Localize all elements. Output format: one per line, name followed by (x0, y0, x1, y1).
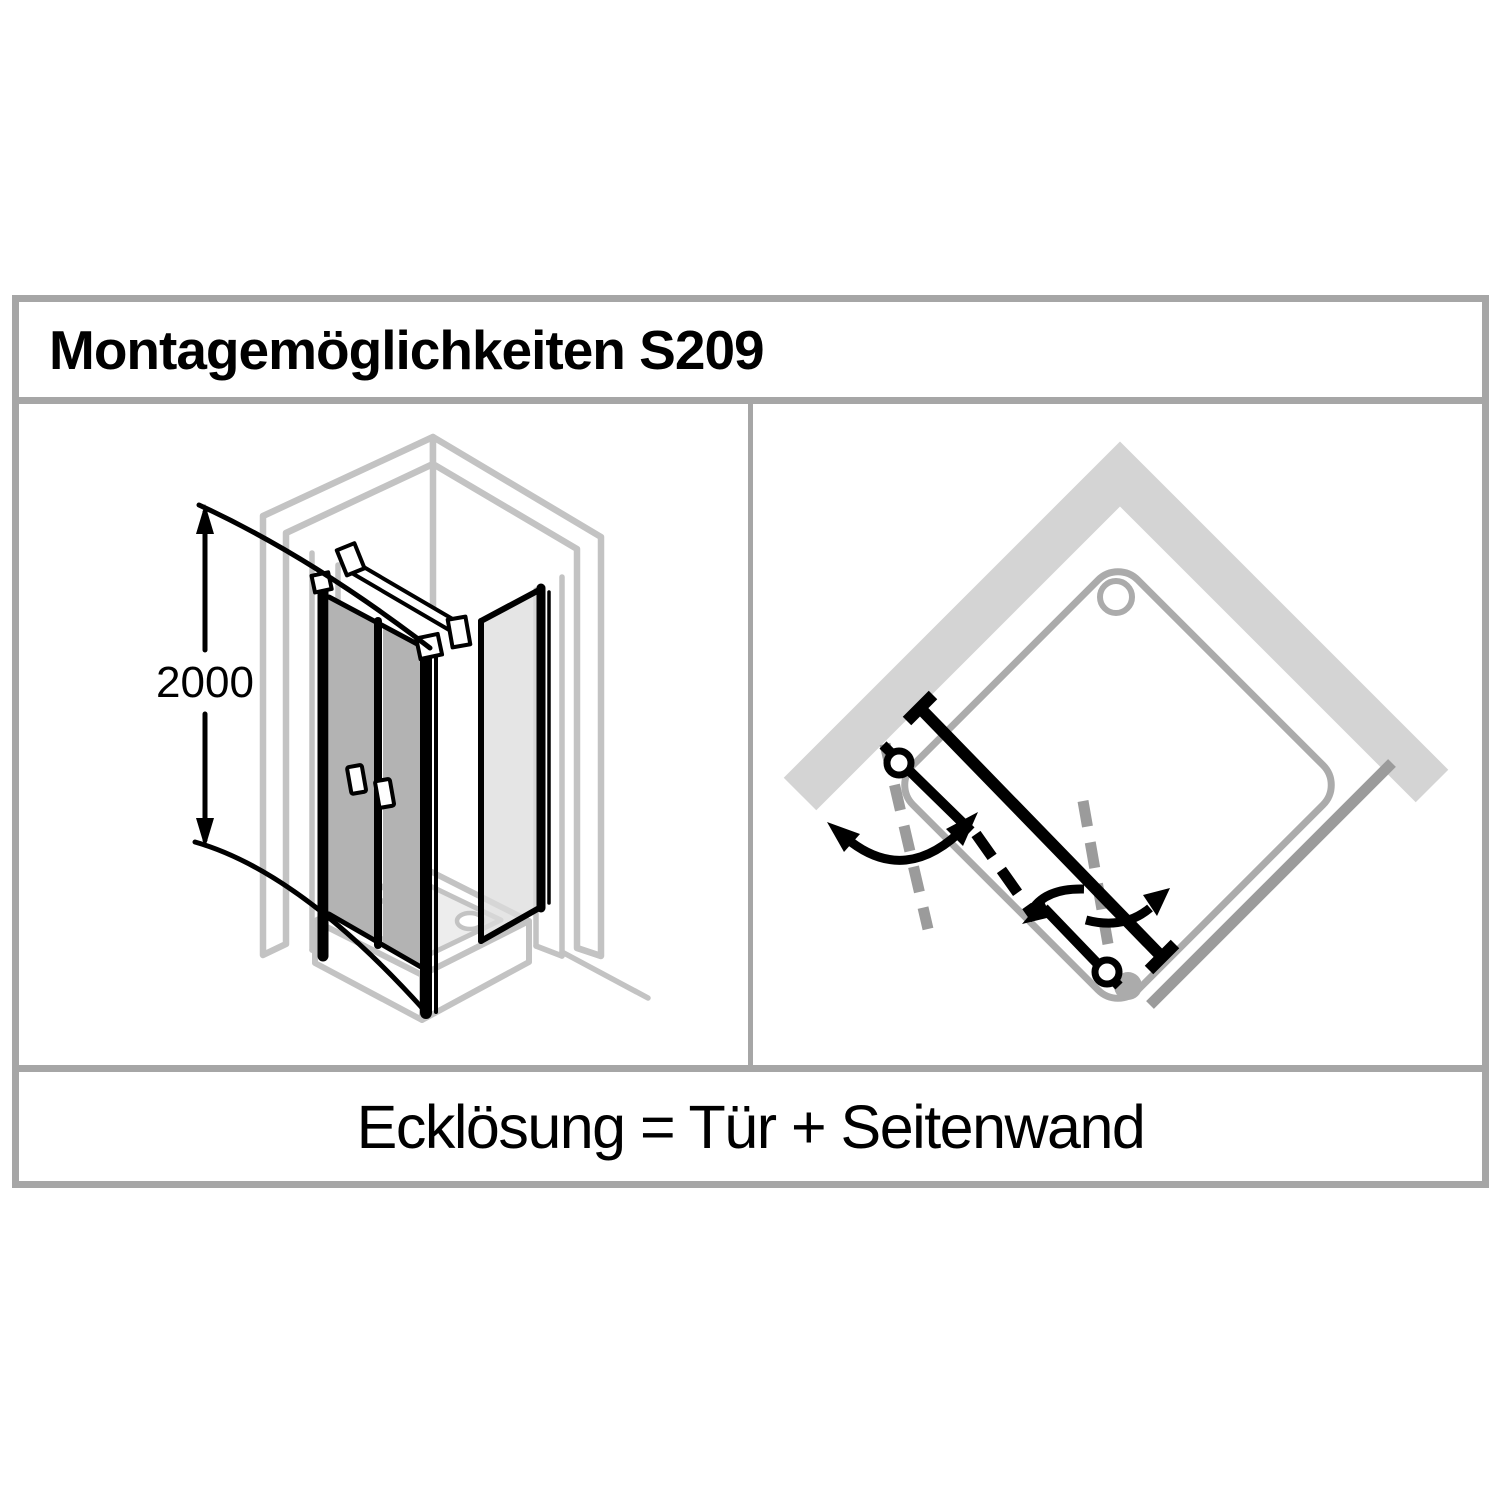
diagram-area (19, 404, 1482, 1072)
panel-header (19, 302, 1482, 404)
dimension-label: 2000 (156, 658, 254, 707)
panel-caption (19, 1072, 1482, 1181)
caption-text: Ecklösung = Tür + Seitenwand (356, 1092, 1145, 1161)
plan-view-cell (753, 404, 1482, 1065)
montage-panel (12, 295, 1489, 1188)
panel-title: Montagemöglichkeiten S209 (49, 318, 764, 381)
isometric-view-cell (19, 404, 748, 1065)
